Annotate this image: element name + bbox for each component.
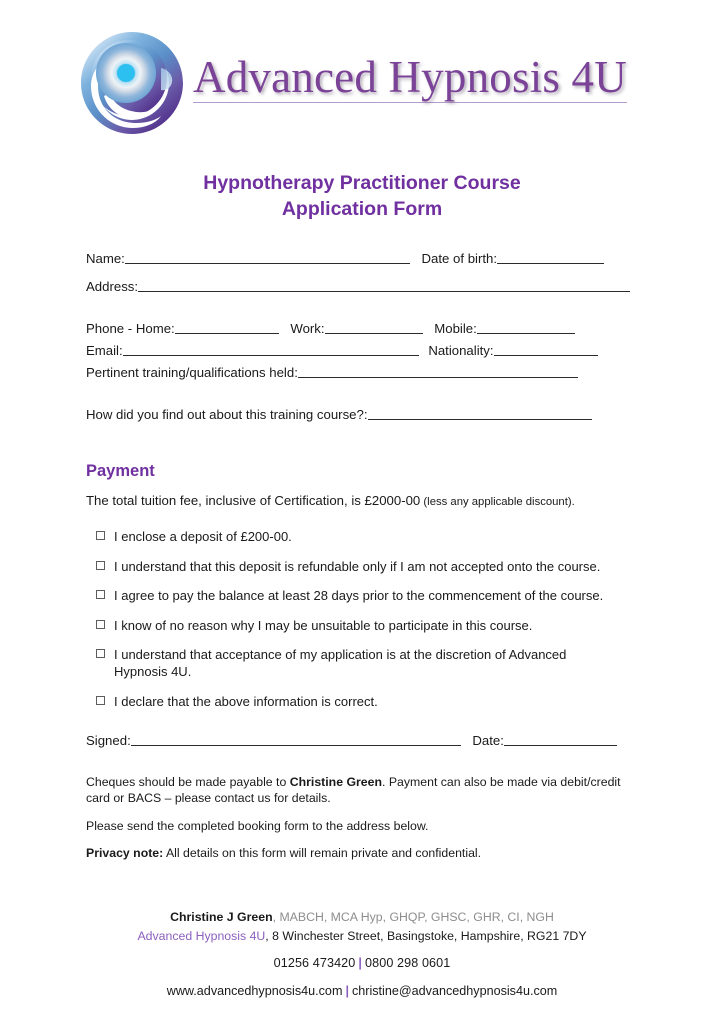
field-row-name-dob <box>86 248 632 270</box>
checkbox-icon[interactable] <box>96 590 105 599</box>
tuition-fee-text <box>86 491 632 512</box>
work-input-line[interactable] <box>325 321 423 334</box>
mobile-input-line[interactable] <box>477 321 575 334</box>
nationality-input-line[interactable] <box>494 343 598 356</box>
payment-notes <box>86 774 632 862</box>
field-row-howfind <box>86 404 632 426</box>
logo-underline <box>193 102 627 103</box>
phone-home-label: Phone - Home: <box>86 321 175 336</box>
nationality-label: Nationality: <box>428 343 494 358</box>
address-label: Address: <box>86 279 139 294</box>
cheques-note-post: . Payment can also be made via debit/credit card or BACS – please contact us for details. <box>86 774 621 805</box>
payment-heading: Payment <box>86 462 155 480</box>
training-label: Pertinent training/qualifications held: <box>86 365 298 380</box>
howfind-label: How did you find out about this training course?: <box>86 407 368 422</box>
logo-wordmark <box>193 51 627 112</box>
separator-pipe: | <box>358 956 363 970</box>
checklist-item[interactable] <box>96 646 632 680</box>
footer-address: , 8 Winchester Street, Basingstoke, Hampshire, RG21 7DY <box>265 929 587 943</box>
tuition-fee-main: The total tuition fee, inclusive of Certification, is £2000-00 <box>86 493 421 508</box>
checkbox-icon[interactable] <box>96 649 105 658</box>
tuition-fee-note: (less any applicable discount). <box>420 496 575 508</box>
mobile-label: Mobile: <box>434 321 477 336</box>
checklist-item-label: I understand that this deposit is refundable only if I am not accepted onto the course. <box>114 558 601 574</box>
field-row-address-2 <box>86 298 632 312</box>
footer-phone-secondary[interactable]: 0800 298 0601 <box>365 956 451 970</box>
checklist-item[interactable] <box>96 587 632 604</box>
dob-input-line[interactable] <box>497 251 604 264</box>
payment-checklist <box>86 528 632 710</box>
separator-pipe: | <box>345 984 349 998</box>
work-label: Work: <box>290 321 325 336</box>
checklist-item-label: I enclose a deposit of £200-00. <box>114 529 292 544</box>
privacy-note-label: Privacy note: <box>86 846 164 860</box>
footer-website[interactable]: www.advancedhypnosis4u.com <box>166 984 343 998</box>
checklist-item-label: I agree to pay the balance at least 28 days prior to the commencement of the course. <box>114 588 604 603</box>
address-input-line-2[interactable] <box>86 298 632 312</box>
field-row-email-nationality <box>86 340 632 362</box>
checklist-item[interactable] <box>96 693 632 710</box>
footer-web-line <box>0 982 724 1001</box>
checklist-item-label: I declare that the above information is correct. <box>114 693 378 709</box>
footer-email[interactable]: christine@advancedhypnosis4u.com <box>351 984 558 998</box>
privacy-note-text: All details on this form will remain private and confidential. <box>163 846 482 860</box>
phone-home-input-line[interactable] <box>175 321 279 334</box>
field-row-training-2 <box>86 384 632 398</box>
training-input-line-1[interactable] <box>298 365 578 378</box>
footer-brand-name: Advanced Hypnosis 4U <box>137 929 266 943</box>
checklist-item[interactable] <box>96 617 632 634</box>
cheques-note <box>86 774 632 807</box>
letterhead-logo <box>0 22 724 144</box>
checklist-item[interactable] <box>96 558 632 575</box>
signature-date-input-line[interactable] <box>504 733 617 746</box>
footer-qualifications: , MABCH, MCA Hyp, GHQP, GHSC, GHR, CI, NGH <box>272 910 554 924</box>
field-row-training <box>86 362 632 384</box>
page-title <box>0 170 724 222</box>
footer-practitioner-line <box>0 908 724 927</box>
footer-contact-block <box>0 908 724 1001</box>
checkbox-icon[interactable] <box>96 531 105 540</box>
training-input-line-2[interactable] <box>86 384 632 398</box>
send-form-note: Please send the completed booking form to the address below. <box>86 818 429 833</box>
email-input-line[interactable] <box>123 343 419 356</box>
checklist-item-label: I know of no reason why I may be unsuitable to participate in this course. <box>114 617 533 633</box>
checkbox-icon[interactable] <box>96 561 105 570</box>
field-row-signature <box>86 730 632 752</box>
checkbox-icon[interactable] <box>96 620 105 629</box>
email-label: Email: <box>86 343 123 358</box>
dob-label: Date of birth: <box>421 251 498 266</box>
address-input-line-1[interactable] <box>138 279 630 292</box>
footer-practitioner-name: Christine J Green <box>170 910 273 924</box>
spiral-eye-logo-icon <box>73 24 191 142</box>
page-title-line1: Hypnotherapy Practitioner Course <box>203 172 521 194</box>
page-title-line2: Application Form <box>281 198 443 220</box>
signed-label: Signed: <box>86 732 131 748</box>
field-row-address <box>86 276 632 298</box>
footer-address-line <box>0 927 724 946</box>
form-body <box>86 248 632 862</box>
signature-date-label: Date: <box>472 732 504 748</box>
checklist-item-label: I understand that acceptance of my application is at the discretion of Advanced Hypnosis 4U. <box>114 647 567 679</box>
howfind-input-line-1[interactable] <box>368 407 592 420</box>
field-row-phones <box>86 318 632 340</box>
signature-input-line[interactable] <box>131 733 461 746</box>
cheques-note-pre: Cheques should be made payable to <box>86 774 290 789</box>
name-label: Name: <box>86 251 125 266</box>
payee-name: Christine Green <box>289 774 382 789</box>
footer-phone-line <box>0 954 724 973</box>
checklist-item[interactable] <box>96 528 632 545</box>
name-input-line[interactable] <box>125 251 410 264</box>
field-row-howfind-2 <box>86 426 632 440</box>
logo-wordmark-text: Advanced Hypnosis 4U <box>193 51 627 102</box>
howfind-input-line-2[interactable] <box>86 426 632 440</box>
footer-phone-primary[interactable]: 01256 473420 <box>273 956 356 970</box>
privacy-note <box>86 845 632 862</box>
checkbox-icon[interactable] <box>96 696 105 705</box>
